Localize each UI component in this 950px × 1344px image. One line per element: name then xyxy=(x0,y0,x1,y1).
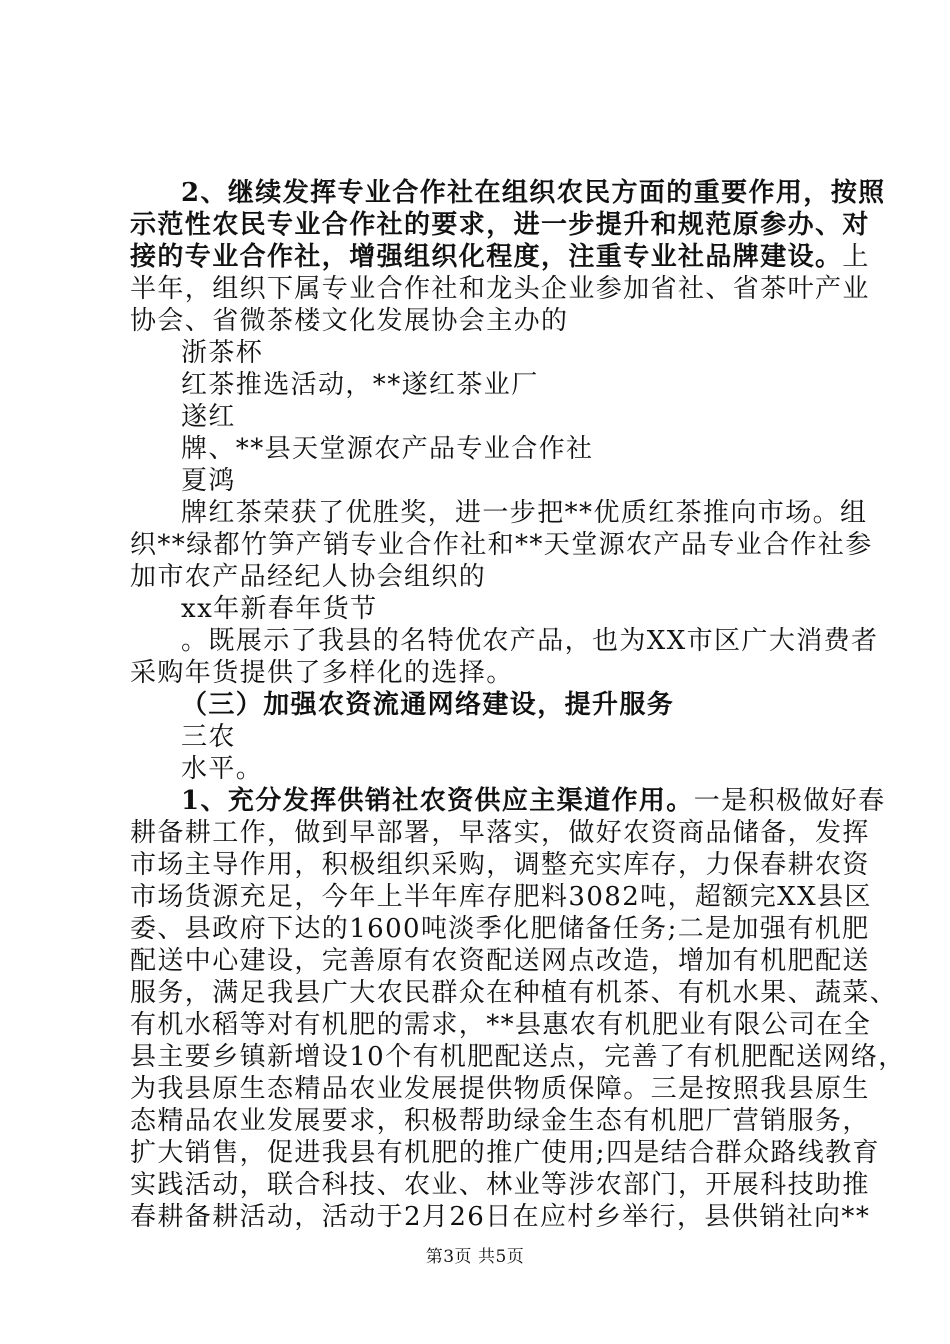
text-line: 为我县原生态精品农业发展提供物质保障。三是按照我县原生 xyxy=(130,1074,870,1104)
text-line: 耕备耕工作，做到早部署，早落实，做好农资商品储备，发挥 xyxy=(130,818,870,848)
text-line: 红茶推选活动，**遂红茶业厂 xyxy=(181,370,539,400)
text-line: 织**绿都竹笋产销专业合作社和**天堂源农产品专业合作社参 xyxy=(130,530,873,560)
text-line: 三农 xyxy=(181,722,236,752)
text-line: 2、继续发挥专业合作社在组织农民方面的重要作用，按照 xyxy=(181,178,886,208)
text-line xyxy=(181,785,886,817)
text-line: 遂红 xyxy=(181,402,236,432)
section-heading: （三）加强农资流通网络建设，提升服务 xyxy=(181,690,675,720)
text-line: 协会、省微茶楼文化发展协会主办的 xyxy=(130,306,569,336)
text-line: 扩大销售，促进我县有机肥的推广使用;四是结合群众路线教育 xyxy=(130,1138,880,1168)
text-line: 示范性农民专业合作社的要求，进一步提升和规范原参办、对 xyxy=(130,210,870,240)
text-line: 市场货源充足，今年上半年库存肥料3082吨，超额完XX县区 xyxy=(130,882,872,912)
text-line: 采购年货提供了多样化的选择。 xyxy=(130,658,514,688)
text-line: 。既展示了我县的名特优农产品，也为XX市区广大消费者 xyxy=(181,626,879,656)
text-line: 县主要乡镇新增设10个有机肥配送点，完善了有机肥配送网络， xyxy=(130,1042,906,1072)
text-line: 服务，满足我县广大农民群众在种植有机茶、有机水果、蔬菜、 xyxy=(130,978,898,1008)
text-line: 有机水稻等对有机肥的需求，**县惠农有机肥业有限公司在全 xyxy=(130,1010,872,1040)
page-footer: 第3页 共5页 xyxy=(425,1247,525,1267)
text-line: 半年，组织下属专业合作社和龙头企业参加省社、省茶叶产业 xyxy=(130,274,870,304)
text-bold-run: 接的专业合作社，增强组织化程度，注重专业社品牌建设。 xyxy=(130,242,843,272)
text-line: 水平。 xyxy=(181,754,264,784)
text-bold-run: 1、充分发挥供销社农资供应主渠道作用。 xyxy=(181,786,694,816)
text-line: 市场主导作用，积极组织采购，调整充实库存，力保春耕农资 xyxy=(130,850,870,880)
text-line: xx年新春年货节 xyxy=(181,594,378,624)
text-run: 上 xyxy=(842,242,870,272)
text-line xyxy=(130,241,870,273)
text-line: 春耕备耕活动，活动于2月26日在应村乡举行，县供销社向** xyxy=(130,1202,871,1232)
text-line: 配送中心建设，完善原有农资配送网点改造，增加有机肥配送 xyxy=(130,946,870,976)
text-run: 一是积极做好春 xyxy=(693,786,886,816)
text-line: 牌红茶荣获了优胜奖，进一步把**优质红茶推向市场。组 xyxy=(181,498,868,528)
text-line: 加市农产品经纪人协会组织的 xyxy=(130,562,487,592)
text-line: 实践活动，联合科技、农业、林业等涉农部门，开展科技助推 xyxy=(130,1170,870,1200)
text-line: 夏鸿 xyxy=(181,466,236,496)
text-line: 委、县政府下达的1600吨淡季化肥储备任务;二是加强有机肥 xyxy=(130,914,870,944)
text-line: 浙茶杯 xyxy=(181,338,264,368)
text-line: 态精品农业发展要求，积极帮助绿金生态有机肥厂营销服务， xyxy=(130,1106,870,1136)
text-line: 牌、**县天堂源农产品专业合作社 xyxy=(181,434,594,464)
